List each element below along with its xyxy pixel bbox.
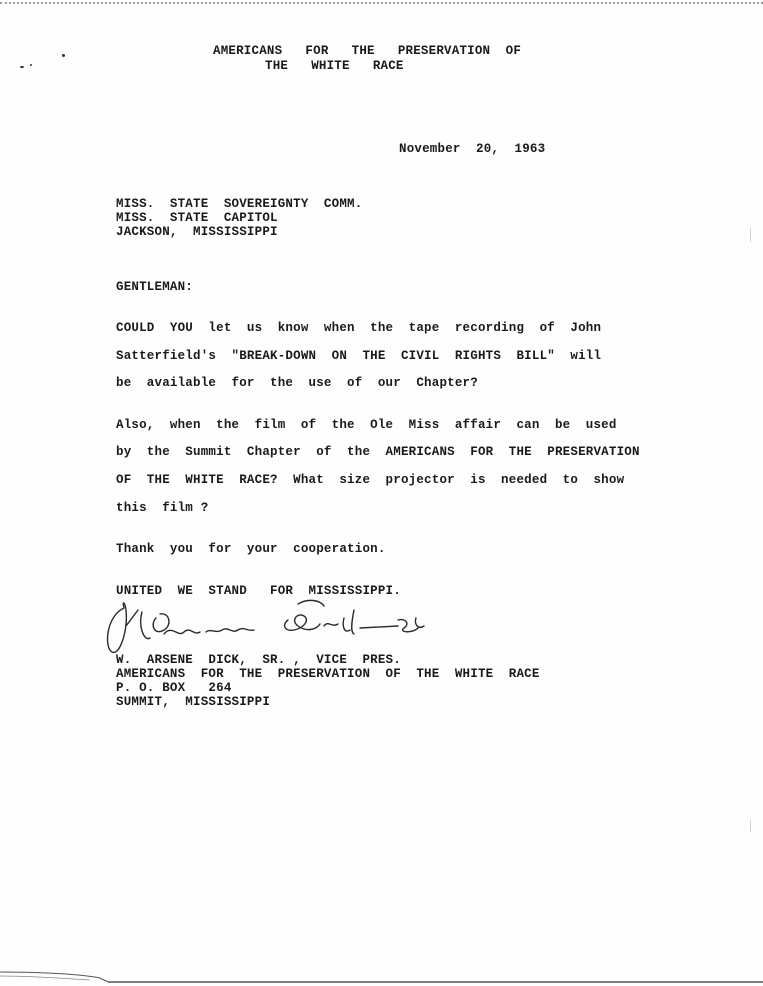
letterhead-line-2: THE WHITE RACE <box>265 59 404 73</box>
page-top-edge <box>0 2 763 4</box>
thanks-line: Thank you for your cooperation. <box>116 542 386 556</box>
paragraph-2-line: this film ? <box>116 501 209 515</box>
paragraph-2-line: OF THE WHITE RACE? What size projector is needed to show <box>116 473 625 487</box>
ink-speck <box>20 66 24 68</box>
salutation: GENTLEMAN: <box>116 280 194 294</box>
paragraph-1-line: COULD YOU let us know when the tape recording of John <box>116 321 602 335</box>
page-bottom-edge <box>0 970 763 986</box>
recipient-line-1: MISS. STATE SOVEREIGNTY COMM. <box>116 197 363 211</box>
ink-speck <box>30 64 32 66</box>
letter-date: November 20, 1963 <box>399 142 546 156</box>
closing-line: UNITED WE STAND FOR MISSISSIPPI. <box>116 584 401 598</box>
signer-name: W. ARSENE DICK, SR. , VICE PRES. <box>116 653 401 667</box>
scan-mark <box>750 820 751 832</box>
paragraph-1-line: Satterfield's "BREAK-DOWN ON THE CIVIL RIGHTS BILL" will <box>116 349 602 363</box>
handwritten-signature <box>98 590 438 660</box>
paragraph-2-line: Also, when the film of the Ole Miss affair can be used <box>116 418 617 432</box>
signer-po-box: P. O. BOX 264 <box>116 681 232 695</box>
signer-organization: AMERICANS FOR THE PRESERVATION OF THE WHITE RACE <box>116 667 540 681</box>
paragraph-2-line: by the Summit Chapter of the AMERICANS FOR THE PRESERVATION <box>116 445 640 459</box>
scan-mark <box>750 228 751 242</box>
letterhead-line-1: AMERICANS FOR THE PRESERVATION OF <box>213 44 522 58</box>
paragraph-1-line: be available for the use of our Chapter? <box>116 376 478 390</box>
recipient-line-3: JACKSON, MISSISSIPPI <box>116 225 278 239</box>
signer-city: SUMMIT, MISSISSIPPI <box>116 695 271 709</box>
recipient-line-2: MISS. STATE CAPITOL <box>116 211 278 225</box>
ink-speck <box>62 54 65 57</box>
